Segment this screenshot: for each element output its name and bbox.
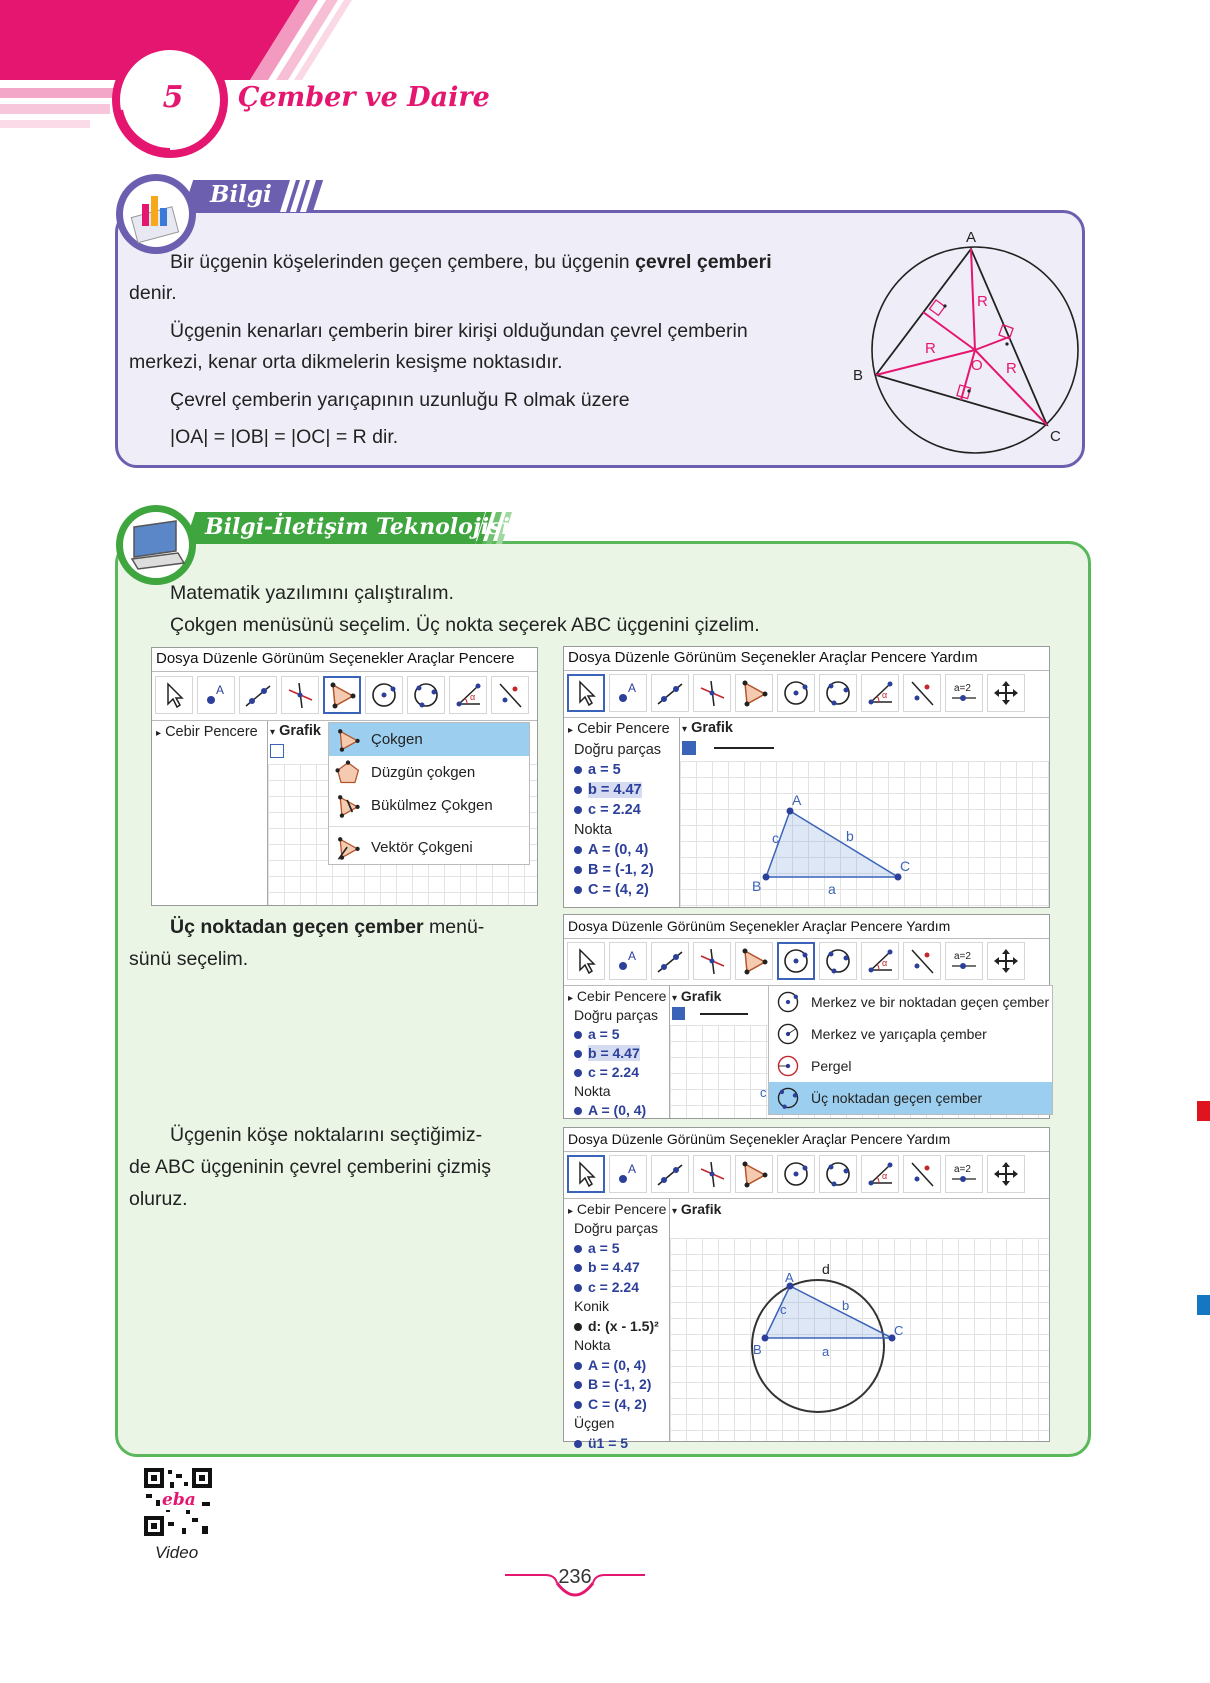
polygon-tool-icon[interactable]: [323, 676, 361, 714]
software-window-3: [563, 914, 1050, 1119]
menu-item-label: Düzgün çokgen: [371, 764, 476, 781]
graphics-header: ▾ Grafik: [270, 723, 321, 739]
menu-item-polygon[interactable]: [329, 723, 529, 756]
chapter-number: 5: [162, 80, 184, 115]
value: C = (4, 2): [588, 882, 649, 898]
point-label: C: [900, 858, 911, 874]
reflect-tool-icon[interactable]: [491, 676, 529, 714]
bilgi-paragraph-1: [170, 247, 820, 278]
color-swatch[interactable]: [682, 741, 696, 755]
move-tool-icon[interactable]: [567, 942, 605, 980]
menu-item-label: Çokgen: [371, 731, 423, 748]
point-tool-icon[interactable]: [609, 942, 647, 980]
bilgi-paragraph-2: Üçgenin kenarları çemberin birer kirişi olduğundan çevrel çemberin: [170, 320, 748, 342]
value: A = (0, 4): [588, 1356, 647, 1373]
slider-tool-icon[interactable]: [945, 674, 983, 712]
text: menü-: [423, 916, 485, 938]
algebra-item[interactable]: [574, 1278, 659, 1298]
menu-item-label: Vektör Çokgeni: [371, 839, 473, 856]
bit-label: Bilgi-İletişim Teknolojisi: [205, 514, 510, 540]
line-style[interactable]: [700, 1013, 748, 1015]
algebra-item[interactable]: [574, 1395, 659, 1415]
perpendicular-tool-icon[interactable]: [693, 674, 731, 712]
algebra-panel-title: Cebir Pencere: [165, 724, 258, 740]
algebra-item[interactable]: [574, 1375, 659, 1395]
menu-item-label: Üç noktadan geçen çember: [811, 1090, 983, 1106]
algebra-item[interactable]: [574, 1317, 659, 1337]
menu-item-compass[interactable]: [769, 1050, 1052, 1082]
value: c = 2.24: [588, 1064, 639, 1080]
menu-bar[interactable]: Dosya Düzenle Görünüm Seçenekler Araçlar Pencere Yardım: [564, 647, 1049, 671]
algebra-item[interactable]: [574, 880, 661, 900]
move-view-tool-icon[interactable]: [987, 674, 1025, 712]
value: b = 4.47: [588, 1045, 640, 1061]
value: d: (x - 1.5)²: [588, 1317, 659, 1334]
menu-item-vector-polygon[interactable]: [329, 831, 529, 864]
algebra-list: [574, 1219, 659, 1453]
algebra-panel: ▸ Cebir Pencere Doğru parças a = 5 b = 4.47 c = 2.24 Nokta A = (0, 4): [564, 986, 670, 1118]
graphics-header: ▾ Grafik: [672, 1201, 722, 1217]
header-decoration: [0, 0, 420, 160]
menu-item-regular-polygon[interactable]: [329, 756, 529, 789]
side-mark-red: [1197, 1101, 1210, 1121]
group-label: Doğru parças: [574, 1007, 659, 1023]
reflect-tool-icon[interactable]: [903, 674, 941, 712]
menu-item-three-point-circle[interactable]: [769, 1082, 1052, 1114]
menu-bar[interactable]: Dosya Düzenle Görünüm Seçenekler Araçlar Pencere Yardım: [564, 1128, 1049, 1152]
algebra-panel: ▸ Cebir Pencere Doğru parças a = 5 b = 4.47 c = 2.24 Konik d: (x - 1.5)² Nokta A = (0, 4) B = (-1, 2) C = (4, 2) Üçgen ü1 = 5: [564, 1199, 670, 1441]
color-swatch[interactable]: [270, 744, 284, 758]
slider-tool-icon[interactable]: [945, 942, 983, 980]
value: A = (0, 4): [588, 842, 649, 858]
circle-tool-icon[interactable]: [777, 1155, 815, 1193]
bold-term: çevrel çemberi: [635, 251, 772, 273]
circumcircle-graphic: [670, 1238, 1050, 1443]
line-style[interactable]: [714, 747, 774, 749]
menu-item-center-radius-circle[interactable]: [769, 1018, 1052, 1050]
point-label: A: [785, 1270, 794, 1285]
algebra-item[interactable]: [574, 1025, 658, 1044]
point-label: C: [894, 1323, 904, 1338]
conic-tool-icon[interactable]: [407, 676, 445, 714]
label-B: B: [853, 367, 864, 384]
algebra-item[interactable]: [574, 1434, 659, 1454]
bilgi-paragraph-2b: merkezi, kenar orta dikmelerin kesişme noktasıdır.: [129, 351, 563, 373]
conic-tool-icon[interactable]: [819, 942, 857, 980]
polygon-tool-icon[interactable]: [735, 674, 773, 712]
algebra-item[interactable]: [574, 1239, 659, 1259]
angle-tool-icon[interactable]: [449, 676, 487, 714]
algebra-item[interactable]: [574, 760, 661, 780]
toolbar: [564, 942, 1049, 980]
bit-paragraph-4b: de ABC üçgeninin çevrel çemberini çizmiş: [129, 1156, 491, 1178]
bit-paragraph-3: [170, 912, 484, 943]
group-label: Nokta: [574, 822, 612, 838]
value: C = (4, 2): [588, 1395, 647, 1412]
point-label: B: [752, 878, 762, 894]
segment-label: a: [822, 1344, 830, 1359]
menu-item-rigid-polygon[interactable]: [329, 789, 529, 822]
menu-item-label: Merkez ve yarıçapla çember: [811, 1026, 987, 1042]
toolbar: [564, 1155, 1049, 1193]
circumcircle-figure: [850, 225, 1090, 460]
circle-tool-icon[interactable]: [777, 674, 815, 712]
bit-paragraph-4c: oluruz.: [129, 1188, 188, 1210]
toolbar: [564, 674, 1049, 712]
value: a = 5: [588, 1239, 620, 1256]
menu-item-label: Bükülmez Çokgen: [371, 797, 493, 814]
perpendicular-tool-icon[interactable]: [693, 942, 731, 980]
partial-label: c: [760, 1085, 767, 1100]
polygon-tool-icon[interactable]: [735, 1155, 773, 1193]
page-number: 236: [558, 1566, 592, 1588]
move-tool-icon[interactable]: [567, 674, 605, 712]
algebra-panel-title: Cebir Pencere: [577, 721, 670, 737]
point-tool-icon[interactable]: [197, 676, 235, 714]
color-swatch[interactable]: [672, 1007, 685, 1020]
bold-term: Üç noktadan geçen çember: [170, 916, 424, 938]
conic-tool-icon[interactable]: [819, 674, 857, 712]
algebra-list: [574, 1006, 658, 1120]
group-label: Nokta: [574, 1337, 611, 1353]
chart-icon: [114, 172, 198, 256]
point-label: A: [792, 792, 802, 808]
qr-label: eba: [162, 1490, 196, 1510]
graphics-grid[interactable]: [670, 1238, 1049, 1441]
move-view-tool-icon[interactable]: [987, 1155, 1025, 1193]
reflect-tool-icon[interactable]: [903, 942, 941, 980]
move-tool-icon[interactable]: [155, 676, 193, 714]
algebra-item[interactable]: [574, 1258, 659, 1278]
label-R-1: R: [977, 293, 988, 310]
graphics-header: ▾ Grafik: [682, 720, 733, 736]
polygon-submenu: [328, 722, 530, 865]
value: a = 5: [588, 762, 621, 778]
text: Bir üçgenin köşelerinden geçen çembere, bu üçgenin: [170, 251, 636, 273]
point-label: B: [753, 1342, 762, 1357]
graphics-grid[interactable]: [680, 761, 1049, 907]
value: c = 2.24: [588, 802, 641, 818]
bilgi-label: Bilgi: [210, 181, 272, 208]
label-C: C: [1050, 428, 1061, 445]
move-view-tool-icon[interactable]: [987, 942, 1025, 980]
line-tool-icon[interactable]: [651, 1155, 689, 1193]
software-window-4: [563, 1127, 1050, 1451]
line-tool-icon[interactable]: [651, 942, 689, 980]
slider-tool-icon[interactable]: [945, 1155, 983, 1193]
circle-label: d: [822, 1261, 830, 1277]
bilgi-paragraph-4: |OA| = |OB| = |OC| = R dir.: [170, 426, 399, 448]
value: a = 5: [588, 1026, 620, 1042]
segment-label: b: [846, 828, 854, 844]
segment-label: b: [842, 1298, 850, 1313]
menu-bar[interactable]: Dosya Düzenle Görünüm Seçenekler Araçlar Pencere: [152, 648, 537, 672]
conic-tool-icon[interactable]: [819, 1155, 857, 1193]
circle-tool-icon[interactable]: [777, 942, 815, 980]
laptop-icon: [114, 503, 198, 587]
bilgi-tab-stripes: [280, 180, 320, 212]
bit-paragraph-1: Matematik yazılımını çalıştıralım.: [170, 582, 454, 604]
group-label: Doğru parças: [574, 742, 662, 758]
group-label: Üçgen: [574, 1415, 615, 1431]
line-tool-icon[interactable]: [239, 676, 277, 714]
angle-tool-icon[interactable]: [861, 942, 899, 980]
algebra-panel-title: Cebir Pencere: [576, 1201, 667, 1217]
algebra-item[interactable]: [574, 1101, 658, 1120]
algebra-panel-title: Cebir Pencere: [576, 988, 667, 1004]
algebra-panel: ▸ Cebir Pencere Doğru parças a = 5 b = 4.47 c = 2.24 Nokta A = (0, 4) B = (-1, 2) C = (4, 2): [564, 718, 680, 907]
software-window-1: [151, 647, 538, 906]
algebra-item[interactable]: [574, 860, 661, 880]
algebra-panel: ▸ Cebir Pencere: [152, 721, 268, 905]
algebra-item[interactable]: [574, 800, 661, 820]
reflect-tool-icon[interactable]: [903, 1155, 941, 1193]
bit-paragraph-2: Çokgen menüsünü seçelim. Üç nokta seçerek ABC üçgenini çizelim.: [170, 614, 760, 636]
side-mark-blue: [1197, 1295, 1210, 1315]
perpendicular-tool-icon[interactable]: [281, 676, 319, 714]
software-window-2: [563, 646, 1050, 908]
algebra-item[interactable]: [574, 1063, 658, 1082]
label-R-2: R: [925, 340, 936, 357]
bit-paragraph-4: Üçgenin köşe noktalarını seçtiğimiz-: [170, 1124, 483, 1146]
graphics-header: ▾ Grafik: [672, 988, 722, 1004]
menu-bar[interactable]: Dosya Düzenle Görünüm Seçenekler Araçlar Pencere Yardım: [564, 915, 1049, 939]
perpendicular-tool-icon[interactable]: [693, 1155, 731, 1193]
triangle-graphic: [680, 761, 1050, 911]
menu-item-center-point-circle[interactable]: [769, 986, 1052, 1018]
segment-label: c: [772, 830, 779, 846]
value: c = 2.24: [588, 1278, 639, 1295]
algebra-item[interactable]: [574, 1356, 659, 1376]
graphics-title: Grafik: [680, 1201, 722, 1217]
value: A = (0, 4): [588, 1102, 647, 1118]
algebra-item[interactable]: [574, 780, 661, 800]
point-tool-icon[interactable]: [609, 1155, 647, 1193]
menu-item-label: Pergel: [811, 1058, 852, 1074]
bilgi-paragraph-1b: denir.: [129, 282, 177, 304]
angle-tool-icon[interactable]: [861, 1155, 899, 1193]
video-label: Video: [155, 1543, 199, 1562]
value: B = (-1, 2): [588, 1376, 652, 1392]
angle-tool-icon[interactable]: [861, 674, 899, 712]
move-tool-icon[interactable]: [567, 1155, 605, 1193]
group-label: Konik: [574, 1298, 610, 1314]
circle-submenu: [768, 985, 1053, 1115]
graphics-title: Grafik: [279, 723, 321, 739]
segment-label: c: [780, 1302, 787, 1317]
bilgi-paragraph-3: Çevrel çemberin yarıçapının uzunluğu R olmak üzere: [170, 389, 630, 411]
segment-label: a: [828, 881, 836, 897]
chapter-title: Çember ve Daire: [238, 82, 490, 113]
group-label: Doğru parças: [574, 1220, 659, 1236]
label-R-3: R: [1006, 360, 1017, 377]
polygon-tool-icon[interactable]: [735, 942, 773, 980]
graphics-title: Grafik: [680, 988, 722, 1004]
group-label: Nokta: [574, 1083, 611, 1099]
value: B = (-1, 2): [588, 862, 654, 878]
label-O: O: [971, 357, 983, 374]
graphics-title: Grafik: [691, 720, 733, 736]
value: ü1 = 5: [588, 1434, 629, 1451]
circle-tool-icon[interactable]: [365, 676, 403, 714]
menu-item-label: Merkez ve bir noktadan geçen çember: [811, 994, 1050, 1010]
label-A: A: [966, 229, 977, 246]
algebra-list: [574, 740, 661, 900]
value: b = 4.47: [588, 1259, 640, 1275]
point-tool-icon[interactable]: [609, 674, 647, 712]
value: b = 4.47: [588, 782, 642, 798]
algebra-item[interactable]: [574, 840, 661, 860]
bit-paragraph-3b: sünü seçelim.: [129, 948, 249, 970]
line-tool-icon[interactable]: [651, 674, 689, 712]
toolbar: [152, 676, 537, 714]
algebra-item[interactable]: [574, 1044, 658, 1063]
